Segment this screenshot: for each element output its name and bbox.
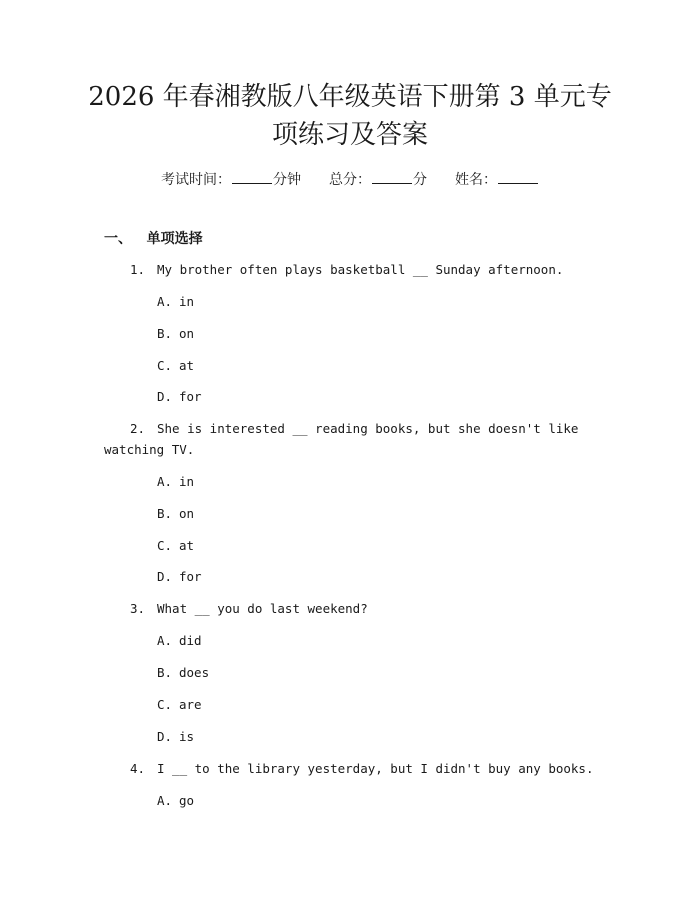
option-3b bbox=[157, 663, 209, 683]
question-number: 2. bbox=[130, 421, 146, 436]
score-blank bbox=[372, 169, 412, 184]
exam-info bbox=[0, 169, 700, 190]
option-text: are bbox=[179, 697, 202, 712]
name-blank bbox=[498, 169, 538, 184]
option-letter: A. bbox=[157, 793, 173, 808]
question-number: 1. bbox=[130, 262, 146, 277]
option-letter: D. bbox=[157, 569, 173, 584]
option-text: on bbox=[179, 506, 195, 521]
section-title: 单项选择 bbox=[146, 231, 203, 247]
option-2a bbox=[157, 472, 194, 492]
option-1b bbox=[157, 324, 194, 344]
option-letter: D. bbox=[157, 389, 173, 404]
question-3 bbox=[130, 599, 368, 619]
time-unit: 分钟 bbox=[273, 172, 301, 188]
option-letter: A. bbox=[157, 633, 173, 648]
question-number: 3. bbox=[130, 601, 146, 616]
option-letter: B. bbox=[157, 665, 173, 680]
option-text: on bbox=[179, 326, 195, 341]
document-title bbox=[60, 78, 640, 154]
option-letter: C. bbox=[157, 358, 173, 373]
time-label: 考试时间： bbox=[161, 172, 231, 188]
option-2c bbox=[157, 536, 194, 556]
option-letter: C. bbox=[157, 697, 173, 712]
question-4 bbox=[130, 759, 594, 779]
question-text: She is interested __ reading books, but she doesn't like bbox=[157, 421, 579, 436]
option-text: in bbox=[179, 474, 195, 489]
option-text: for bbox=[179, 389, 202, 404]
score-unit: 分 bbox=[413, 172, 427, 188]
question-2-continuation: watching TV. bbox=[104, 442, 195, 457]
option-letter: A. bbox=[157, 294, 173, 309]
section-number: 一、 bbox=[104, 231, 132, 247]
option-text: does bbox=[179, 665, 210, 680]
option-2d bbox=[157, 567, 202, 587]
option-letter: D. bbox=[157, 729, 173, 744]
title-line-1: 2026 年春湘教版八年级英语下册第 3 单元专 bbox=[88, 82, 612, 112]
question-2 bbox=[130, 419, 578, 439]
option-3a bbox=[157, 631, 202, 651]
option-3c bbox=[157, 695, 202, 715]
question-text: I __ to the library yesterday, but I didn't buy any books. bbox=[157, 761, 594, 776]
option-text: go bbox=[179, 793, 195, 808]
time-blank bbox=[232, 169, 272, 184]
option-text: for bbox=[179, 569, 202, 584]
section-heading bbox=[104, 229, 203, 249]
option-3d bbox=[157, 727, 194, 747]
option-letter: B. bbox=[157, 506, 173, 521]
question-text: My brother often plays basketball __ Sunday afternoon. bbox=[157, 262, 564, 277]
option-text: is bbox=[179, 729, 195, 744]
option-4a bbox=[157, 791, 194, 811]
option-1c bbox=[157, 356, 194, 376]
question-text: What __ you do last weekend? bbox=[157, 601, 368, 616]
option-text: did bbox=[179, 633, 202, 648]
question-number: 4. bbox=[130, 761, 146, 776]
name-label: 姓名： bbox=[455, 172, 497, 188]
option-text: in bbox=[179, 294, 195, 309]
option-letter: B. bbox=[157, 326, 173, 341]
option-letter: C. bbox=[157, 538, 173, 553]
option-2b bbox=[157, 504, 194, 524]
option-text: at bbox=[179, 358, 195, 373]
option-1a bbox=[157, 292, 194, 312]
question-1 bbox=[130, 260, 563, 280]
option-1d bbox=[157, 387, 202, 407]
title-line-2: 项练习及答案 bbox=[271, 120, 428, 150]
option-text: at bbox=[179, 538, 195, 553]
score-label: 总分： bbox=[329, 172, 371, 188]
option-letter: A. bbox=[157, 474, 173, 489]
